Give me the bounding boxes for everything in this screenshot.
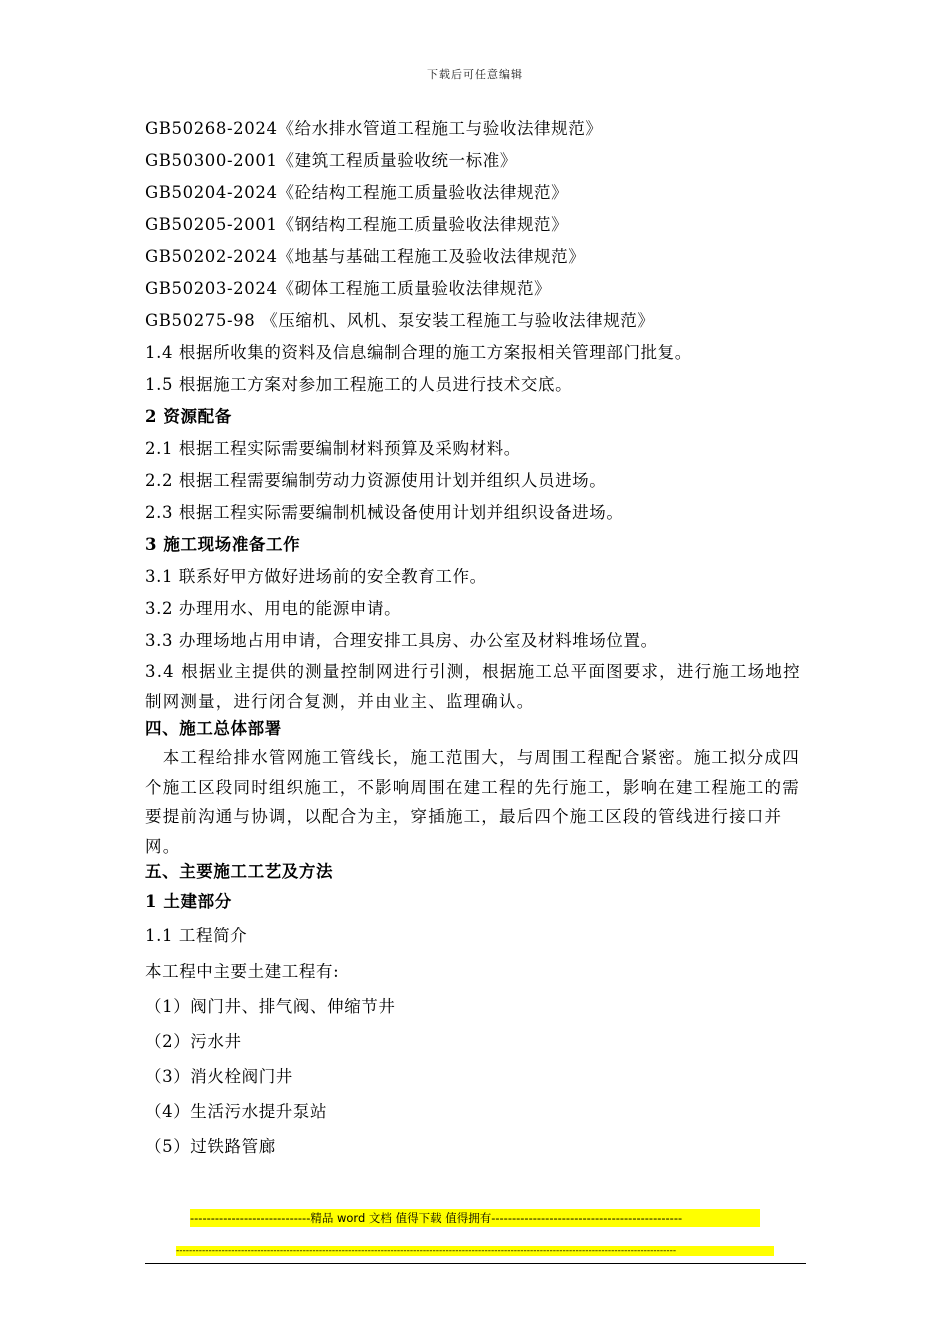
footer-dashes: ---------------------------------------------------------------------------------------------------------------------------------------------------------- xyxy=(176,1246,774,1256)
list-item-5: （5）过铁路管廊 xyxy=(145,1137,276,1156)
footer-rule xyxy=(145,1263,806,1264)
item-3-4: 3.4 根据业主提供的测量控制网进行引测，根据施工总平面图要求，进行施工场地控制网测量，进行闭合复测，并由业主、监理确认。 xyxy=(145,662,801,711)
list-item-1: （1）阀门井、排气阀、伸缩节井 xyxy=(145,997,396,1016)
subsection-civil: 1 土建部分 xyxy=(145,892,232,911)
section-heading-5: 五、主要施工工艺及方法 xyxy=(145,862,334,881)
section-heading-2: 2 资源配备 xyxy=(145,407,232,426)
item-1-5: 1.5 根据施工方案对参加工程施工的人员进行技术交底。 xyxy=(145,375,573,394)
deployment-paragraph: 本工程给排水管网施工管线长，施工范围大，与周围工程配合紧密。施工拟分成四个施工区段同时组织施工，不影响周围在建工程的先行施工，影响在建工程施工的需要提前沟通与协调，以配合为主，穿插施工，最后四个施工区段的管线进行接口并网。 xyxy=(145,748,800,856)
standard-gb50268: GB50268-2024《给水排水管道工程施工与验收法律规范》 xyxy=(145,119,603,138)
standard-gb50300: GB50300-2001《建筑工程质量验收统一标准》 xyxy=(145,151,517,170)
item-2-2: 2.2 根据工程需要编制劳动力资源使用计划并组织人员进场。 xyxy=(145,471,607,490)
item-3-2: 3.2 办理用水、用电的能源申请。 xyxy=(145,599,402,618)
item-3-1: 3.1 联系好甲方做好进场前的安全教育工作。 xyxy=(145,567,487,586)
list-item-2: （2）污水井 xyxy=(145,1032,242,1051)
section-heading-4: 四、施工总体部署 xyxy=(145,719,282,738)
list-item-3: （3）消火栓阀门井 xyxy=(145,1067,293,1086)
standard-gb50204: GB50204-2024《砼结构工程施工质量验收法律规范》 xyxy=(145,183,569,202)
standard-gb50203: GB50203-2024《砌体工程施工质量验收法律规范》 xyxy=(145,279,552,298)
standard-gb50275: GB50275-98 《压缩机、风机、泵安装工程施工与验收法律规范》 xyxy=(145,311,655,330)
list-item-4: （4）生活污水提升泵站 xyxy=(145,1102,328,1121)
item-2-1: 2.1 根据工程实际需要编制材料预算及采购材料。 xyxy=(145,439,521,458)
item-3-3: 3.3 办理场地占用申请，合理安排工具房、办公室及材料堆场位置。 xyxy=(145,631,658,650)
section-heading-3: 3 施工现场准备工作 xyxy=(145,535,301,554)
standard-gb50202: GB50202-2024《地基与基础工程施工及验收法律规范》 xyxy=(145,247,586,266)
item-2-3: 2.3 根据工程实际需要编制机械设备使用计划并组织设备进场。 xyxy=(145,503,624,522)
item-1-4: 1.4 根据所收集的资料及信息编制合理的施工方案报相关管理部门批复。 xyxy=(145,343,692,362)
civil-intro: 本工程中主要土建工程有: xyxy=(145,962,340,981)
standard-gb50205: GB50205-2001《钢结构工程施工质量验收法律规范》 xyxy=(145,215,569,234)
page-header: 下载后可任意编辑 xyxy=(427,68,523,81)
item-1-1: 1.1 工程简介 xyxy=(145,926,248,945)
footer-banner: -----------------------------精品 word 文档 值得下载 值得拥有---------------------------------------------- xyxy=(190,1209,760,1227)
